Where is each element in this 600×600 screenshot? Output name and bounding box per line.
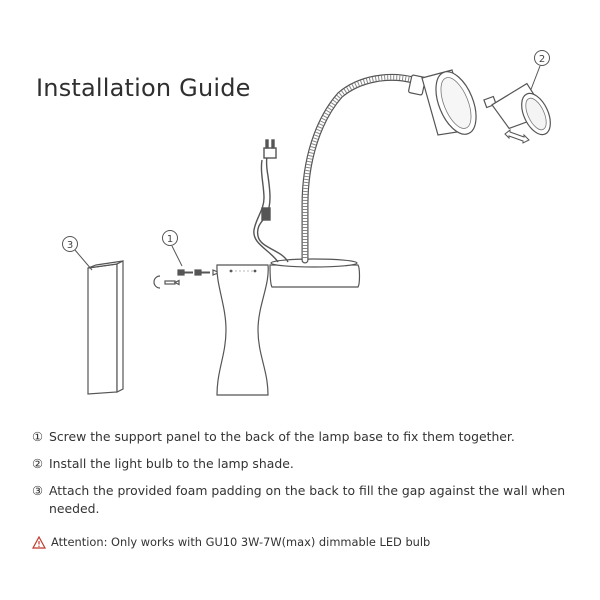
power-cord	[254, 140, 288, 262]
lamp-base	[270, 259, 360, 287]
step-marker: ①	[32, 429, 44, 444]
callout-1	[163, 231, 183, 267]
bulb-arrows	[505, 130, 529, 143]
foam-pad	[88, 261, 123, 394]
attention-text: Attention: Only works with GU10 3W-7W(max) dimmable LED bulb	[51, 535, 431, 549]
step-text: Screw the support panel to the back of the lamp base to fix them together.	[49, 429, 515, 444]
step-text: Attach the provided foam padding on the back to fill the gap against the wall when needed.	[49, 482, 566, 516]
page-title: Installation Guide	[36, 74, 251, 102]
svg-text:3: 3	[66, 240, 74, 251]
step-marker: ②	[32, 455, 44, 471]
step-marker: ③	[32, 482, 44, 498]
instructions-list	[32, 428, 592, 527]
support-panel	[217, 265, 268, 395]
attention-note	[32, 535, 430, 549]
callout-2	[530, 51, 550, 93]
callout-3	[63, 237, 93, 271]
screw-set	[154, 270, 219, 288]
step-3	[32, 482, 592, 518]
gooseneck-arm	[305, 77, 413, 260]
gu10-bulb	[484, 81, 556, 139]
step-text: Install the light bulb to the lamp shade.	[49, 455, 294, 471]
svg-text:1: 1	[166, 234, 174, 245]
step-1	[32, 428, 592, 446]
warning-triangle-icon	[32, 536, 46, 549]
lamp-shade	[408, 66, 484, 140]
step-2	[32, 455, 592, 473]
svg-text:2: 2	[538, 54, 546, 65]
